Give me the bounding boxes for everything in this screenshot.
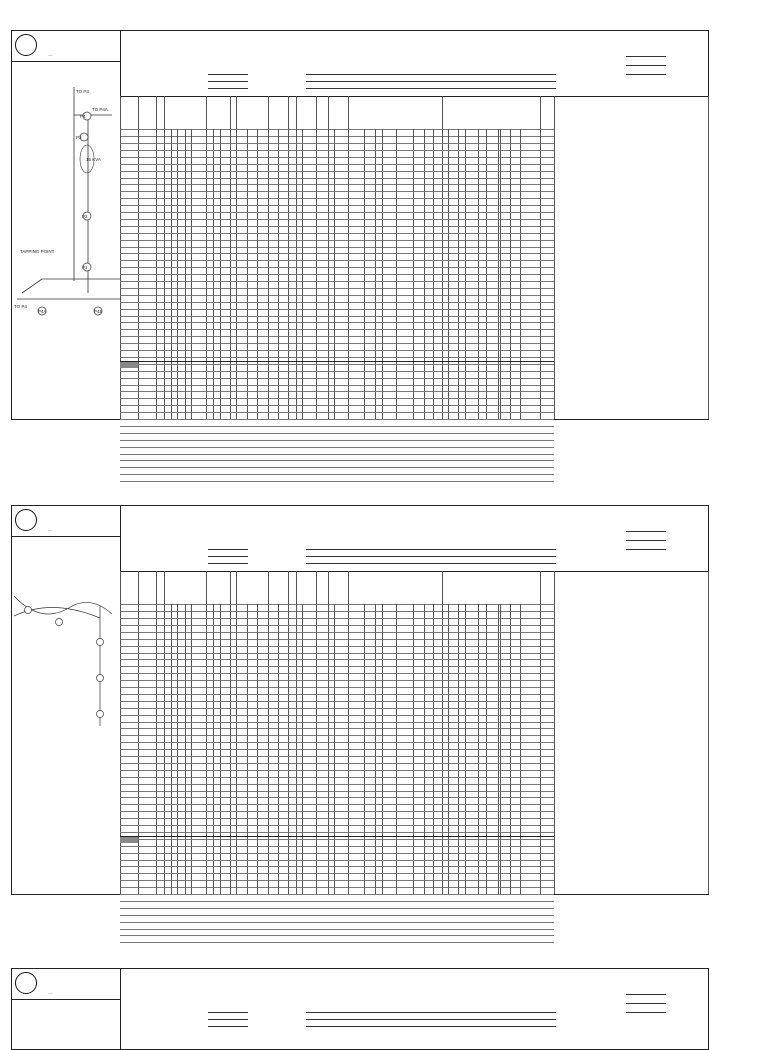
grid-row-line: [120, 701, 554, 702]
grid-row-line: [120, 653, 554, 654]
pole-marker: [56, 619, 63, 626]
field-underline: [208, 549, 248, 550]
staking-table: [120, 969, 708, 1049]
grid-row-line: [120, 309, 554, 310]
header-column-line: [236, 96, 237, 129]
field-underline: [208, 556, 248, 557]
sketch-label: TO P4: [14, 304, 27, 309]
column-line: [708, 96, 709, 419]
grid-row-line: [120, 247, 554, 248]
grid-row-line: [120, 777, 554, 778]
grid-row-line: [120, 157, 554, 158]
pole-marker: [97, 711, 104, 718]
grid-row-line: [120, 391, 554, 392]
grid-row-line: [120, 253, 554, 254]
sketch-label: P1: [82, 265, 88, 270]
grid-row-line: [120, 715, 554, 716]
grid-row-line: [120, 722, 554, 723]
grid-row-line: [120, 184, 554, 185]
grid-row-line: [120, 447, 554, 448]
column-line: [554, 571, 555, 894]
field-underline: [306, 549, 556, 550]
sketch-label: P4A: [38, 309, 47, 314]
pole-marker: [25, 607, 32, 614]
grid-row-line: [120, 646, 554, 647]
grid-row-line: [120, 797, 554, 798]
field-underline: [306, 81, 556, 82]
grid-row-line: [120, 901, 554, 902]
summary-marker: [120, 361, 138, 368]
grid-row-line: [120, 150, 554, 151]
grid-row-line: [120, 288, 554, 289]
header-column-line: [138, 96, 139, 129]
header-column-line: [442, 96, 443, 129]
grid-row-line: [120, 191, 554, 192]
field-underline: [306, 563, 556, 564]
column-line: [708, 571, 709, 894]
grid-row-line: [120, 632, 554, 633]
grid-row-line: [120, 329, 554, 330]
grid-row-line: [120, 694, 554, 695]
grid-row-line: [120, 260, 554, 261]
field-underline: [208, 1019, 248, 1020]
grid-row-line: [120, 481, 554, 482]
header-column-line: [442, 571, 443, 604]
header-column-line: [288, 571, 289, 604]
grid-row-line: [120, 350, 554, 351]
header-column-line: [540, 96, 541, 129]
underline: [626, 994, 666, 995]
grid-row-line: [120, 474, 554, 475]
grid-row-line: [120, 825, 554, 826]
grid-row-line: [120, 770, 554, 771]
underline: [626, 1012, 666, 1013]
grid-row-line: [120, 419, 554, 420]
underline: [626, 540, 666, 541]
grid-row-line: [120, 818, 554, 819]
sketch-panel: [12, 969, 121, 1049]
staking-table: [120, 31, 708, 419]
grid-row-line: [120, 240, 554, 241]
grid-row-line: [120, 385, 554, 386]
underline: [626, 531, 666, 532]
grid-row-line: [120, 873, 554, 874]
header-column-line: [230, 96, 231, 129]
grid-row-line: [120, 735, 554, 736]
grid-row-line: [120, 440, 554, 441]
staking-table: [120, 506, 708, 894]
grid-row-line: [120, 625, 554, 626]
grid-row-line: [120, 673, 554, 674]
field-underline: [208, 563, 248, 564]
header-column-line: [268, 571, 269, 604]
grid-row-line: [120, 680, 554, 681]
sketch-label: P4: [80, 114, 86, 119]
underline: [626, 56, 666, 57]
grid-row-line: [120, 866, 554, 867]
grid-row-line: [120, 322, 554, 323]
grid-row-line: [120, 832, 554, 833]
field-underline: [306, 556, 556, 557]
summary-rule: [120, 361, 554, 362]
field-underline: [306, 1012, 556, 1013]
underline: [626, 74, 666, 75]
field-underline: [208, 88, 248, 89]
grid-row-line: [120, 316, 554, 317]
grid-row-line: [120, 742, 554, 743]
header-column-line: [540, 571, 541, 604]
header-column-line: [268, 96, 269, 129]
field-underline: [306, 74, 556, 75]
field-underline: [208, 74, 248, 75]
grid-row-line: [120, 639, 554, 640]
grid-row-line: [120, 336, 554, 337]
pole-marker: [97, 675, 104, 682]
summary-marker: [120, 836, 138, 843]
grid-row-line: [120, 908, 554, 909]
sketch-label: P4B: [94, 309, 103, 314]
grid-row-line: [120, 756, 554, 757]
sketch-panel: [12, 506, 121, 894]
grid-row-line: [120, 784, 554, 785]
staking-sheet-1: [11, 30, 709, 420]
header-column-line: [206, 96, 207, 129]
header-column-line: [296, 96, 297, 129]
grid-row-line: [120, 405, 554, 406]
grid-row-line: [120, 295, 554, 296]
sketch-label: TAPPING POINT: [20, 249, 55, 254]
underline: [626, 1003, 666, 1004]
grid-row-line: [120, 198, 554, 199]
grid-row-line: [120, 749, 554, 750]
field-underline: [306, 1019, 556, 1020]
grid-row-line: [120, 659, 554, 660]
underline: [626, 549, 666, 550]
grid-row-line: [120, 302, 554, 303]
sketch-panel: [12, 31, 121, 419]
grid-row-line: [120, 212, 554, 213]
sketch-diagram-2: [12, 506, 120, 894]
grid-row-line: [120, 433, 554, 434]
grid-row-line: [120, 371, 554, 372]
grid-row-line: [120, 942, 554, 943]
header-column-line: [554, 96, 555, 129]
grid-row-line: [120, 708, 554, 709]
grid-row-line: [120, 274, 554, 275]
grid-row-line: [120, 880, 554, 881]
field-underline: [208, 1026, 248, 1027]
grid-row-line: [120, 791, 554, 792]
header-column-line: [288, 96, 289, 129]
grid-row-line: [120, 666, 554, 667]
grid-row-line: [120, 205, 554, 206]
field-underline: [208, 81, 248, 82]
grid-row-line: [120, 164, 554, 165]
see-sheet-label: __: [48, 51, 53, 56]
grid-row-line: [120, 922, 554, 923]
grid-row-line: [120, 728, 554, 729]
grid-row-line: [120, 846, 554, 847]
grid-row-line: [120, 811, 554, 812]
staking-sheet-2: [11, 505, 709, 895]
header-column-line: [316, 571, 317, 604]
grid-row-line: [120, 804, 554, 805]
grid-row-line: [120, 763, 554, 764]
grid-row-line: [120, 357, 554, 358]
sketch-label: P2: [82, 214, 88, 219]
grid-row-line: [120, 226, 554, 227]
header-column-line: [328, 571, 329, 604]
header-column-line: [348, 571, 349, 604]
see-sheet-label: __: [48, 989, 53, 994]
sketch-diagram-1: [12, 31, 120, 419]
grid-row-line: [120, 887, 554, 888]
sketch-label: P3: [76, 135, 82, 140]
grid-row-line: [120, 143, 554, 144]
grid-row-line: [120, 267, 554, 268]
grid-row-line: [120, 894, 554, 895]
header-column-line: [348, 96, 349, 129]
grid-row-line: [120, 935, 554, 936]
column-line: [554, 96, 555, 419]
header-top-rule: [120, 571, 708, 572]
grid-row-line: [120, 839, 554, 840]
header-column-line: [230, 571, 231, 604]
grid-row-line: [120, 378, 554, 379]
grid-row-line: [120, 454, 554, 455]
sketch-line: [22, 279, 42, 293]
grid-row-line: [120, 281, 554, 282]
header-column-line: [554, 571, 555, 604]
sketch-label: 15 KVA: [86, 157, 101, 162]
grid-row-line: [120, 618, 554, 619]
header-column-line: [164, 96, 165, 129]
pole-marker: [97, 639, 104, 646]
grid-row-line: [120, 219, 554, 220]
grid-row-line: [120, 343, 554, 344]
sketch-label: TO P3: [76, 89, 89, 94]
grid-row-line: [120, 171, 554, 172]
grid-row-line: [120, 915, 554, 916]
see-sheet-label: __: [48, 526, 53, 531]
sketch-label: TO P4A: [92, 107, 108, 112]
underline: [626, 65, 666, 66]
grid-row-line: [120, 853, 554, 854]
header-column-line: [206, 571, 207, 604]
staking-sheet-3: [11, 968, 709, 1050]
grid-row-line: [120, 233, 554, 234]
grid-row-line: [120, 460, 554, 461]
grid-row-line: [120, 426, 554, 427]
header-column-line: [296, 571, 297, 604]
header-column-line: [236, 571, 237, 604]
grid-row-line: [120, 398, 554, 399]
header-column-line: [316, 96, 317, 129]
grid-row-line: [120, 364, 554, 365]
field-underline: [306, 1026, 556, 1027]
grid-row-line: [120, 467, 554, 468]
header-column-line: [328, 96, 329, 129]
field-underline: [208, 1012, 248, 1013]
header-top-rule: [120, 96, 708, 97]
grid-row-line: [120, 860, 554, 861]
grid-row-line: [120, 929, 554, 930]
header-column-line: [138, 571, 139, 604]
grid-row-line: [120, 687, 554, 688]
summary-rule: [120, 836, 554, 837]
header-column-line: [164, 571, 165, 604]
grid-row-line: [120, 412, 554, 413]
sketch-header: [12, 969, 120, 1000]
field-underline: [306, 88, 556, 89]
north-compass-icon: [15, 972, 37, 994]
grid-row-line: [120, 178, 554, 179]
